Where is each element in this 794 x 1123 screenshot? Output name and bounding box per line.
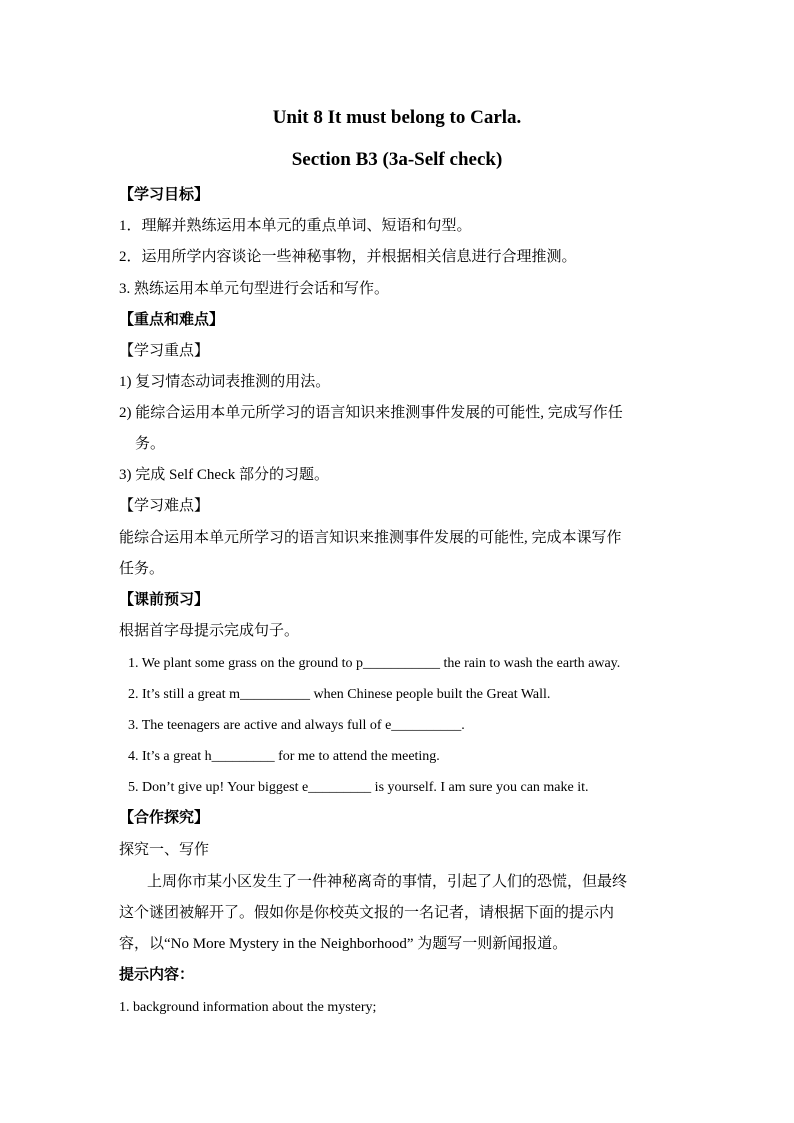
preview-sentence: 4. It’s a great h_________ for me to attend the meeting. [128,749,440,764]
writing-prompt-line: 这个谜团被解开了。假如你是你校英文报的一名记者，请根据下面的提示内 [119,905,615,921]
preview-sentence: 3. The teenagers are active and always full of e__________. [128,718,465,733]
preview-sentence: 1. We plant some grass on the ground to p___________ the rain to wash the earth away. [128,656,621,671]
goal-item: 1．理解并熟练运用本单元的重点单词、短语和句型。 [119,218,472,234]
focus-item-continuation: 务。 [135,436,166,452]
goals-heading: 【学习目标】 [119,187,210,203]
focus-item: 1) 复习情态动词表推测的用法。 [119,374,331,390]
hint-item: 1. background information about the mystery; [119,1000,377,1015]
keypoints-heading: 【重点和难点】 [119,312,225,328]
page-subtitle: Section B3 (3a-Self check) [291,149,503,170]
page-title: Unit 8 It must belong to Carla. [272,107,522,128]
preview-heading: 【课前预习】 [119,592,210,608]
focus-item: 3) 完成 Self Check 部分的习题。 [119,467,329,483]
explore-heading: 【合作探究】 [119,810,210,826]
writing-prompt-line: 容，以“No More Mystery in the Neighborhood” 为题写一则新闻报道。 [119,936,568,952]
hints-heading: 提示内容： [119,967,195,983]
focus-item: 2) 能综合运用本单元所学习的语言知识来推测事件发展的可能性, 完成写作任 [119,405,623,421]
preview-sentence: 5. Don’t give up! Your biggest e_________ is yourself. I am sure you can make it. [128,780,589,795]
difficulty-heading: 【学习难点】 [119,498,210,514]
preview-sentence: 2. It’s still a great m__________ when Chinese people built the Great Wall. [128,687,551,702]
preview-instruction: 根据首字母提示完成句子。 [119,623,300,639]
writing-prompt-line: 上周你市某小区发生了一件神秘离奇的事情，引起了人们的恐慌，但最终 [147,874,628,890]
difficulty-line: 任务。 [119,561,165,577]
difficulty-line: 能综合运用本单元所学习的语言知识来推测事件发展的可能性, 完成本课写作 [119,530,622,546]
goal-item: 3. 熟练运用本单元句型进行会话和写作。 [119,281,390,297]
explore-part-title: 探究一、写作 [119,842,210,858]
goal-item: 2．运用所学内容谈论一些神秘事物，并根据相关信息进行合理推测。 [119,249,577,265]
focus-heading: 【学习重点】 [119,343,210,359]
